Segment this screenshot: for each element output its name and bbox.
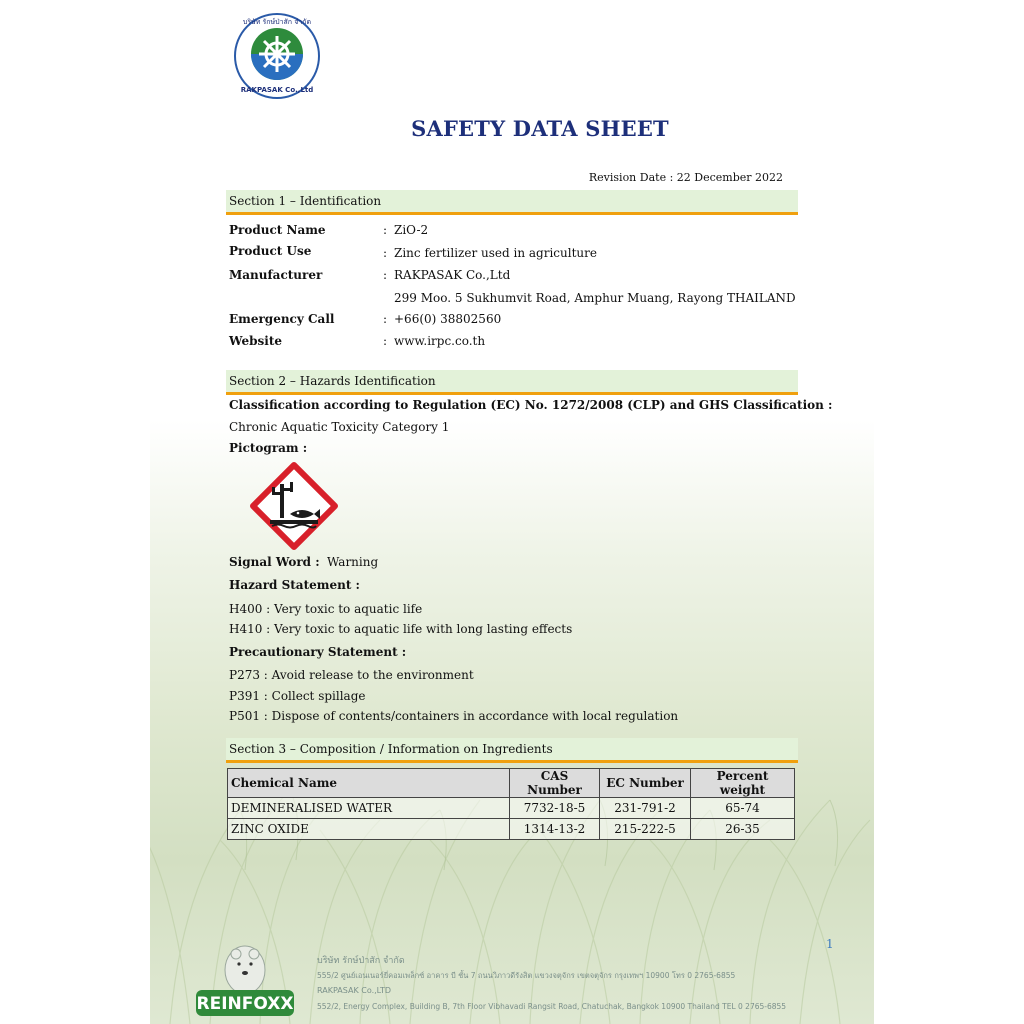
product-name-value: ZiO-2 bbox=[394, 223, 429, 237]
percent-weight-cell: 65-74 bbox=[691, 798, 795, 819]
section-3-heading: Section 3 – Composition / Information on Ingredients bbox=[226, 738, 798, 763]
table-header-row bbox=[228, 769, 795, 798]
precaution-p501: P501 : Dispose of contents/containers in accordance with local regulation bbox=[229, 709, 679, 723]
footer-address-english: 552/2, Energy Complex, Building B, 7th Floor Vibhavadi Rangsit Road, Chatuchak, Bangkok 10900 Thailand TEL 0 2765-6855 bbox=[317, 1002, 787, 1011]
colon: : bbox=[383, 334, 388, 348]
colon: : bbox=[383, 312, 388, 326]
company-logo bbox=[233, 12, 321, 100]
precautionary-statement-label: Precautionary Statement : bbox=[229, 645, 407, 659]
logo-text-thai: บริษัท รักษ์ป่าสัก จำกัด bbox=[242, 18, 312, 26]
footer-company-name-english: RAKPASAK Co.,LTD bbox=[317, 986, 392, 995]
section-1-heading: Section 1 – Identification bbox=[226, 190, 798, 215]
hazard-statement-h400: H400 : Very toxic to aquatic life bbox=[229, 602, 423, 616]
classification-label: Classification according to Regulation (EC) No. 1272/2008 (CLP) and GHS Classification : bbox=[229, 398, 833, 412]
emergency-call-label: Emergency Call bbox=[229, 312, 335, 326]
hazard-statement-label: Hazard Statement : bbox=[229, 578, 360, 592]
website-link[interactable]: www.irpc.co.th bbox=[394, 334, 486, 348]
signal-word-label: Signal Word : bbox=[229, 555, 320, 569]
colon: : bbox=[383, 268, 388, 282]
hazard-statement-h410: H410 : Very toxic to aquatic life with long lasting effects bbox=[229, 622, 573, 636]
cas-number-cell: 7732-18-5 bbox=[510, 798, 600, 819]
colon: : bbox=[383, 246, 388, 260]
column-header-percent-weight: Percent weight bbox=[691, 769, 795, 798]
percent-weight-cell: 26-35 bbox=[691, 819, 795, 840]
manufacturer-value: RAKPASAK Co.,Ltd bbox=[394, 268, 511, 282]
precaution-p273: P273 : Avoid release to the environment bbox=[229, 668, 474, 682]
precaution-p391: P391 : Collect spillage bbox=[229, 689, 366, 703]
environment-hazard-icon bbox=[250, 462, 338, 550]
chemical-name-cell: DEMINERALISED WATER bbox=[228, 798, 510, 819]
table-row bbox=[228, 798, 795, 819]
page-number: 1 bbox=[826, 937, 834, 951]
section-2-heading: Section 2 – Hazards Identification bbox=[226, 370, 798, 395]
ec-number-cell: 231-791-2 bbox=[600, 798, 691, 819]
manufacturer-address: 299 Moo. 5 Sukhumvit Road, Amphur Muang, Rayong THAILAND bbox=[394, 291, 796, 305]
ec-number-cell: 215-222-5 bbox=[600, 819, 691, 840]
brand-logo-text: REINFOXX bbox=[196, 994, 294, 1014]
chemical-name-cell: ZINC OXIDE bbox=[228, 819, 510, 840]
logo-text-english: RAKPASAK Co.,Ltd bbox=[240, 86, 314, 94]
product-use-label: Product Use bbox=[229, 244, 312, 258]
footer-company-name-thai: บริษัท รักษ์ป่าสัก จำกัด bbox=[317, 956, 405, 966]
product-use-value: Zinc fertilizer used in agriculture bbox=[394, 246, 597, 260]
signal-word-value: Warning bbox=[327, 555, 379, 569]
colon: : bbox=[383, 223, 388, 237]
table-row bbox=[228, 819, 795, 840]
revision-date: Revision Date : 22 December 2022 bbox=[588, 171, 783, 184]
website-label: Website bbox=[229, 334, 283, 348]
classification-value: Chronic Aquatic Toxicity Category 1 bbox=[229, 420, 450, 434]
pictogram-label: Pictogram : bbox=[229, 441, 308, 455]
emergency-call-value: +66(0) 38802560 bbox=[394, 312, 502, 326]
footer-address-thai: 555/2 ศูนย์เอนเนอร์ยี่คอมเพล็กซ์ อาคาร บี ชั้น 7 ถนนวิภาวดีรังสิต แขวงจตุจักร เขตจตุจักร กรุงเทพฯ 10900 โทร 0 2765-6855 bbox=[317, 971, 736, 980]
reinfoxx-logo bbox=[194, 940, 296, 1020]
column-header-ec-number: EC Number bbox=[600, 769, 691, 798]
column-header-chemical-name: Chemical Name bbox=[228, 769, 510, 798]
cas-number-cell: 1314-13-2 bbox=[510, 819, 600, 840]
column-header-cas-number: CAS Number bbox=[510, 769, 600, 798]
page-title: SAFETY DATA SHEET bbox=[411, 116, 669, 141]
composition-table bbox=[227, 768, 795, 840]
product-name-label: Product Name bbox=[229, 223, 326, 237]
manufacturer-label: Manufacturer bbox=[229, 268, 323, 282]
